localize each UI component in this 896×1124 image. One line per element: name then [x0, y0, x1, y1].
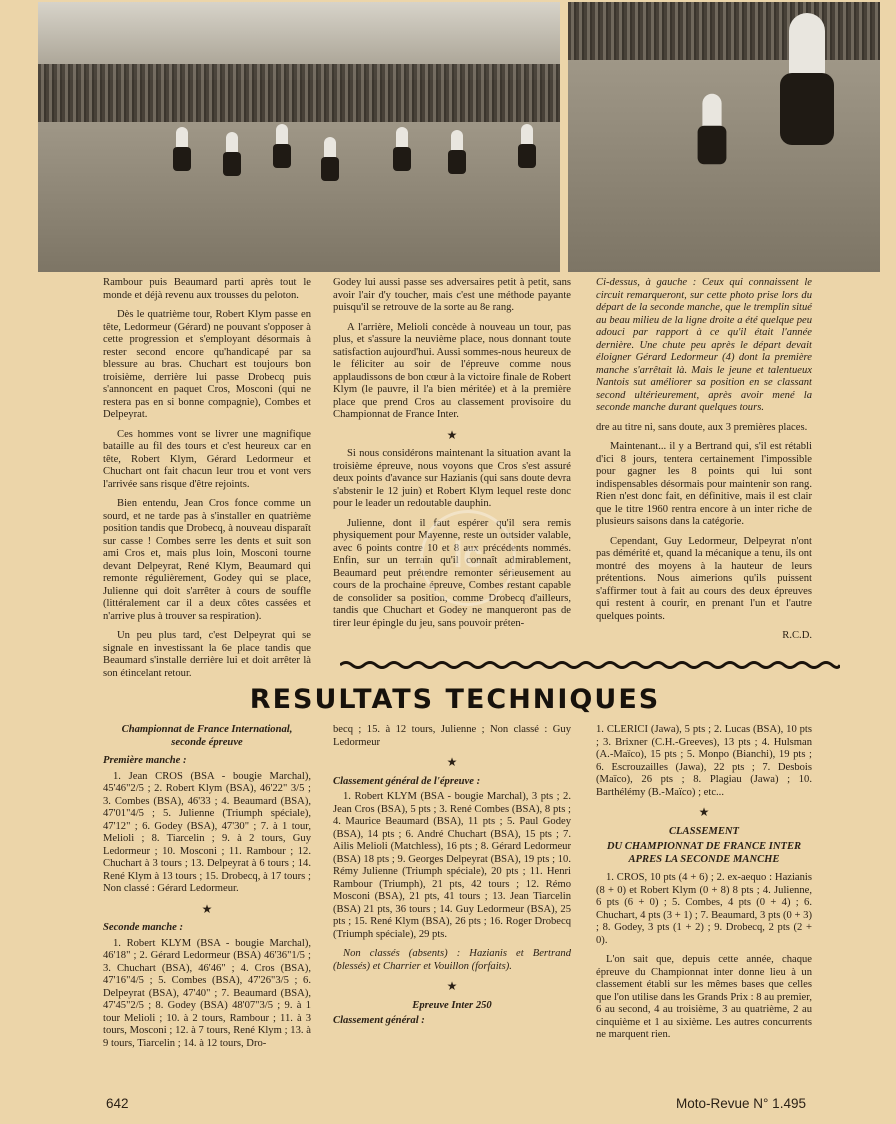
article-paragraph: Si nous considérons maintenant la situation avant la troisième épreuve, nous voyons que Cros s'est assuré deux points d'avance sur Hazianis (qui sans doute devra s'abstenir le 12 juin) et Robert Klym lequel reste donc pour le leader un redoutable dauphin.	[333, 448, 571, 509]
section-star: ★	[201, 901, 213, 916]
article-paragraph: Cependant, Guy Ledormeur, Delpeyrat n'ont pas démérité et, quand la mécanique a tenu, ils ont montré des moyens à la hauteur de leurs prétentions. Nous aimerions qu'ils puissent s'affirmer tout à fait au cours des deux épreuves qui restent à courir, en prenant l'un et l'autre quelques points.	[596, 535, 812, 622]
article-paragraph: Ces hommes vont se livrer une magnifique bataille au fil des tours et c'est heureux car en tête, Robert Klym, Gérard Ledormeur et Chuchart ont fait chacun leur trou et vont vers l'arrivée sans risque d'être rejoints.	[103, 428, 311, 490]
author-signature: R.C.D.	[782, 630, 812, 641]
general-classification: 1. Robert KLYM (BSA - bougie Marchal), 3 pts ; 2. Jean Cros (BSA), 5 pts ; 3. René Combes (BSA), 8 pts ; 4. Maurice Beaumard (BSA), 11 pts ; 5. Paul Godey (BSA), 14 pts ; 6. André Chuchart (BSA), 15 pts ; 7. Ailis Melioli (Matchless), 16 pts ; 8. Gérard Ledormeur (BSA) 18 pts ; 9. Georges Delpeyrat (BSA), 19 pts ; 10. Rémy Julienne (Triumph spéciale), 20 pts ; 11. Henri Rambour (Triumph), 21 pts, 42 tours ; 12. Rémo Mosconi (BSA), 21 pts, 41 tours ; 13. Jean Tiarcelin (BSA) 21 pts, 36 tours ; 14. Guy Ledormeur (BSA), 25 pts ; 15. René Klym (BSA), 26 pts ; 16. Roger Drobecq (Triumph spéciale), 29 pts.	[333, 791, 571, 940]
section-star: ★	[698, 805, 710, 819]
championship-title: Championnat de France International, seconde épreuve	[121, 724, 293, 748]
classement-title: CLASSEMENT	[668, 825, 740, 837]
article-paragraph: A l'arrière, Melioli concède à nouveau un tour, pas plus, et s'assure la neuvième place, nous donnant toute satisfaction aujourd'hui. Aussi sommes-nous heureux de le féliciter au soir de l'épreuve comme nous applaudissons de bon cœur à la victoire finale de Robert Klym (le pauvre, il l'a bien méritée) et à la première place que prend Cros au classement provisoire du Championnat de France Inter.	[333, 321, 571, 420]
classement-subtitle: DU CHAMPIONNAT DE FRANCE INTER APRES LA SECONDE MANCHE	[606, 841, 802, 865]
magazine-issue: Moto-Revue N° 1.495	[676, 1096, 806, 1111]
general-classification-title: Classement général de l'épreuve :	[333, 775, 481, 787]
article-paragraph: Rambour puis Beaumard parti après tout le monde et déjà revenu aux trousses du peloton.	[103, 277, 311, 301]
photo-ramp-jump	[568, 2, 880, 272]
scoring-note: L'on sait que, depuis cette année, chaque épreuve du Championnat inter donne lieu à un classement établi sur les mêmes bases que celles que l'on utilise dans les Grands Prix : 8 au premier, 6 au second, 4 au troisième, 3 au quatrième, 2 au cinquième et 1 au sixième. Les autres concurrents ne marquent rien.	[596, 954, 812, 1040]
article-paragraph: Maintenant... il y a Bertrand qui, s'il est rétabli d'ici 8 jours, tentera certainement l'impossible pour gagner les 8 points qui lui sont indispensables désormais pour maintenir son rang. Rien n'est donc fait, en définitive, mais il est clair que le titre 1960 rentra encore à un inter riche de plusieurs saisons dans la catégorie.	[596, 441, 812, 527]
article-paragraph: Godey lui aussi passe ses adversaires petit à petit, sans avoir l'air d'y toucher, mais c'est une méthode payante puisqu'il se retrouve de la sorte au 8e rang.	[333, 277, 571, 313]
article-paragraph: Julienne, dont il faut espérer qu'il sera remis physiquement pour Mayenne, reste un outsider valable, avec 6 points contre 10 et 8 aux précédents nommés. Enfin, sur un terrain qu'il connaît admirablement, Beaumard peut prétendre remonter sérieusement au cours de la prochaine épreuve, Combes restant capable de consolider sa position, comme Drobecq d'ailleurs, tandis que Chuchart et Godey ne manqueront pas de tirer leur épingle du jeu, sans pouvoir préten-	[333, 517, 571, 629]
article-paragraph: Bien entendu, Jean Cros fonce comme un sourd, et ne tarde pas à s'installer en quatrième position tandis que Drobecq, à nouveau disparaît sur casse ! Combes serre les dents et suit son ami Cros et, mais plus loin, Mosconi tourne devant Delpeyrat, René Klym, Beaumard qui remonte régulièrement, Godey qui se place, Julienne qui doit s'arrêter à cours de souffle (littéralement car il a deux côtes cassées et n'arrive plus à trouver sa respiration).	[103, 498, 311, 622]
article-column-3	[596, 277, 812, 643]
article-paragraph: Un peu plus tard, c'est Delpeyrat qui se signale en investissant la 6e place tandis que Beaumard s'installe derrière lui et doit arrêter là son étincelant retour.	[103, 630, 311, 679]
section-star: ★	[446, 979, 458, 993]
article-paragraph: dre au titre ni, sans doute, aux 3 premières places.	[596, 421, 808, 433]
results-column-1	[103, 724, 311, 1057]
watermark-logo: lc	[420, 510, 516, 606]
first-heat-results: 1. Jean CROS (BSA - bougie Marchal), 45'46"2/5 ; 2. Robert Klym (BSA), 46'22" 3/5 ; 3. Combes (BSA), 46'33 ; 4. Beaumard (BSA), 47'01"4/5 ; 5. Julienne (Triumph spéciale), 47'12" ; 6. Godey (BSA), 47'30" ; 7. à 1 tour, Melioli ; 8. Tiarcelin ; 9. à 2 tours, Guy Ledormeur ; 10. Mosconi ; 11. Rambour ; 12. Chuchart à 3 tours ; 13. Delpeyrat à 6 tours ; 14. René Klym à 13 tours ; 15. Drobecq, à 17 tours ; Non classé : Gérard Ledormeur.	[103, 770, 311, 894]
non-classified: Non classés (absents) : Hazianis et Bertrand (blessés) et Charrier et Vouillon (forfaits).	[333, 948, 571, 972]
second-heat-results-cont: becq ; 15. à 12 tours, Julienne ; Non classé : Guy Ledormeur	[333, 724, 571, 748]
page-number: 642	[106, 1096, 129, 1111]
inter250-general-title: Classement général :	[333, 1015, 425, 1026]
results-title: RESULTATS TECHNIQUES	[249, 684, 661, 715]
article-column-1	[103, 277, 311, 687]
second-heat-results: 1. Robert KLYM (BSA - bougie Marchal), 46'18" ; 2. Gérard Ledormeur (BSA) 46'36"1/5 ; 3. Chuchart (BSA), 46'46" ; 4. Cros (BSA), 47'16"4/5 ; 5. Combes (BSA), 47'26"3/5 ; 6. Delpeyrat (BSA), 47'40" ; 7. Beaumard (BSA), 47'45"2/5 ; 8. Godey (BSA) 48'07"3/5 ; 9. à 1 tour Melioli ; 10. à 2 tours, Rambour ; 11. à 3 tours, Mosconi ; 12. à 7 tours, René Klym ; 13. à 9 tours, Tiarcelin ; 14. à 12 tours, Dro-	[103, 937, 311, 1049]
championship-standings: 1. CROS, 10 pts (4 + 6) ; 2. ex-aequo : Hazianis (8 + 0) et Robert Klym (0 + 8) 8 pts ; 4. Julienne, 6 pts (6 + 0) ; 5. Combes, 4 pts (0 + 4) ; 6. Chuchart, 4 pts (3 + 1) ; 7. Beaumard, 3 pts (0 + 3) ; 8. Godey, 3 pts (1 + 2) ; 9. Drobecq, 2 pts (2 + 0).	[596, 872, 812, 946]
article-paragraph: Dès le quatrième tour, Robert Klym passe en tête, Ledormeur (Gérard) ne pouvant s'opposer à cette progression et s'employant désormais à rester second encore qu'handicapé par sa blessure au bras. Chuchart est toujours bon troisième, derrière lui passe Drobecq puis s'annoncent en paquet Cros, Mosconi (qui ne restera pas en si bonne compagnie), Combes et Delpeyrat.	[103, 309, 311, 420]
second-heat-title: Seconde manche :	[103, 922, 184, 933]
photo-caption: Ci-dessus, à gauche : Ceux qui connaissent le circuit remarqueront, sur cette photo prise lors du départ de la seconde manche, que le tremplin situé au beau milieu de la ligne droite a été quelque peu adouci par rapport à ce qu'il était l'année dernière. Une chute peu après le départ devait éloigner Gérard Ledormeur (4) dont la première manche s'arrêtait là. Mais le jeune et talentueux Nantois sut améliorer sa position en se classant second ultérieurement, après avoir mené la seconde manche durant quelques tours.	[596, 277, 812, 413]
section-star: ★	[446, 427, 458, 442]
inter250-title: Epreuve Inter 250	[412, 999, 492, 1011]
inter250-results: 1. CLERICI (Jawa), 5 pts ; 2. Lucas (BSA), 10 pts ; 3. Brixner (C.H.-Greeves), 13 pts ; 4. Hulsman (A.-Maïco), 15 pts ; 5. Monpo (Bianchi), 19 pts ; 6. Escrouzailles (Jawa), 22 pts ; 7. Desbois (Maïco), 26 pts ; 8. Plagiau (Jawa) ; 10. Barthélémy (B.-Maïco) ; etc...	[596, 724, 812, 798]
section-star: ★	[446, 755, 458, 769]
wavy-divider	[340, 660, 840, 670]
results-column-3	[596, 724, 812, 1049]
first-heat-title: Première manche :	[103, 755, 187, 766]
photo-race-start	[38, 2, 560, 272]
results-column-2	[333, 724, 571, 1031]
